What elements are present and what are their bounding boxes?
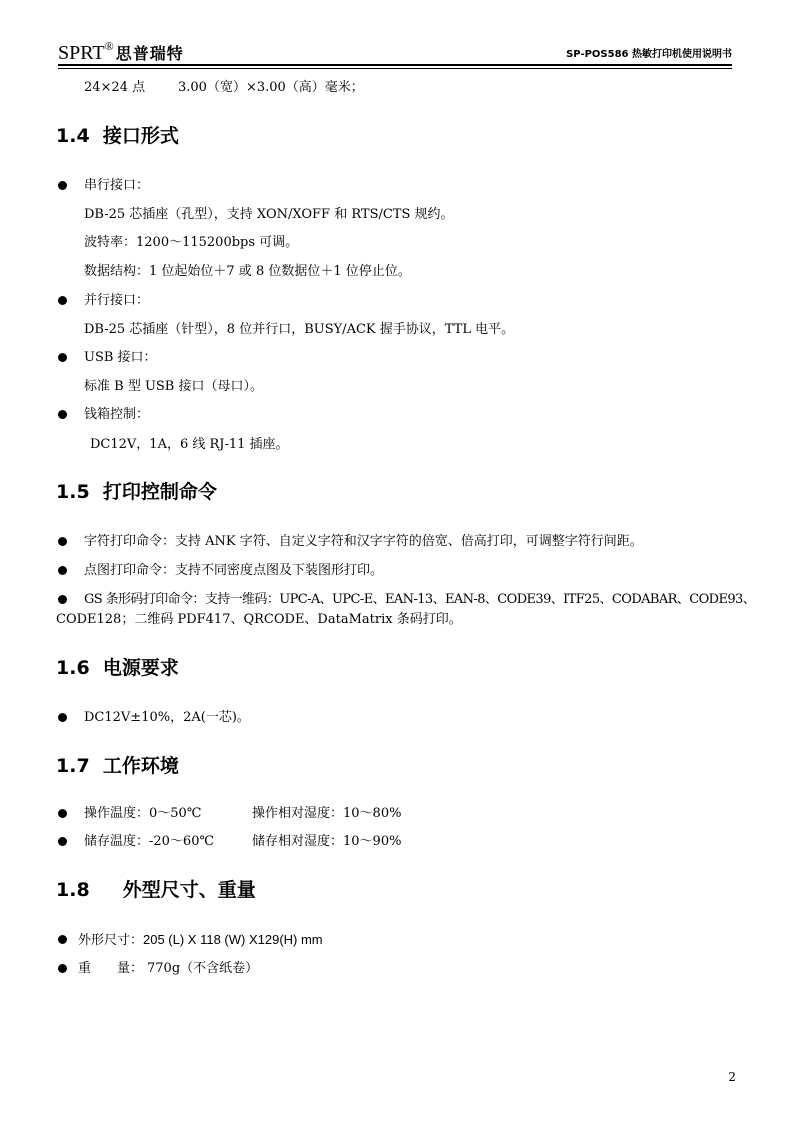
bullet-icon <box>58 964 67 973</box>
serial-data-format: 数据结构：1 位起始位＋7 或 8 位数据位＋1 位停止位。 <box>84 264 411 279</box>
registered-mark: ® <box>104 39 114 53</box>
weight-label: 重 量： <box>78 961 144 976</box>
section-number: 1.6 <box>56 657 90 679</box>
cash-drawer-detail: DC12V，1A，6 线 RJ-11 插座。 <box>90 437 289 452</box>
weight-value: 770g（不含纸卷） <box>147 961 259 976</box>
section-title: 电源要求 <box>102 657 179 679</box>
page-header <box>58 40 732 66</box>
serial-baud: 波特率：1200～115200bps 可调。 <box>84 235 299 250</box>
power-requirement: DC12V±10%，2A(一芯)。 <box>84 710 250 725</box>
brand-chinese: 思普瑞特 <box>115 44 184 63</box>
bullet-icon <box>58 181 67 190</box>
page-number: 2 <box>728 1070 736 1084</box>
document-title: SP-POS586 热敏打印机使用说明书 <box>566 49 732 60</box>
brand-logo <box>58 40 184 67</box>
storage-humidity: 储存相对湿度：10～90% <box>252 834 402 849</box>
section-title: 打印控制命令 <box>102 481 217 503</box>
bullet-icon <box>58 809 67 818</box>
operating-humidity: 操作相对湿度：10～80% <box>252 806 402 821</box>
parallel-label: 并行接口： <box>84 293 150 308</box>
section-heading-1-8 <box>56 878 256 902</box>
bullet-icon <box>58 713 67 722</box>
section-number: 1.4 <box>56 125 90 147</box>
header-rule-thick <box>58 64 732 66</box>
font-size-dots: 24×24 点 <box>84 80 146 95</box>
section-title: 外型尺寸、重量 <box>122 879 256 901</box>
bullet-icon <box>58 410 67 419</box>
section-number: 1.7 <box>56 755 90 777</box>
bullet-icon <box>58 353 67 362</box>
parallel-connector: DB-25 芯插座（针型），8 位并行口，BUSY/ACK 握手协议，TTL 电平。 <box>84 322 515 337</box>
section-heading-1-7 <box>56 754 179 778</box>
barcode-command-line1: GS 条形码打印命令：支持一维码：UPC-A、UPC-E、EAN-13、EAN-8、CODE39、ITF25、CODABAR、CODE93、 <box>84 592 756 607</box>
font-size-dimensions: 3.00（宽）×3.00（高）毫米； <box>178 80 364 95</box>
section-number: 1.8 <box>56 879 90 901</box>
usb-detail: 标准 B 型 USB 接口（母口）。 <box>84 379 263 394</box>
operating-temperature: 操作温度：0～50℃ <box>84 806 202 821</box>
section-heading-1-4 <box>56 124 179 148</box>
section-heading-1-5 <box>56 480 217 504</box>
serial-connector: DB-25 芯插座（孔型），支持 XON/XOFF 和 RTS/CTS 规约。 <box>84 207 454 222</box>
usb-label: USB 接口： <box>84 350 157 365</box>
char-print-command: 字符打印命令：支持 ANK 字符、自定义字符和汉字字符的倍宽、倍高打印，可调整字符行间距。 <box>84 534 643 549</box>
dimensions: 外形尺寸：205 (L) X 118 (W) X129(H) mm <box>78 932 323 947</box>
cash-drawer-label: 钱箱控制： <box>84 407 150 422</box>
brand-latin: SPRT <box>58 42 105 64</box>
section-heading-1-6 <box>56 656 179 680</box>
bullet-icon <box>58 296 67 305</box>
barcode-command-line2: CODE128；二维码 PDF417、QRCODE、DataMatrix 条码打印。 <box>56 612 462 627</box>
section-number: 1.5 <box>56 481 90 503</box>
section-title: 工作环境 <box>102 755 179 777</box>
header-rule-thin <box>58 68 732 69</box>
section-title: 接口形式 <box>102 125 179 147</box>
serial-label: 串行接口： <box>84 178 150 193</box>
bullet-icon <box>58 837 67 846</box>
bullet-icon <box>58 595 67 604</box>
bullet-icon <box>58 935 67 944</box>
storage-temperature: 储存温度：-20～60℃ <box>84 834 215 849</box>
bullet-icon <box>58 537 67 546</box>
bitmap-print-command: 点图打印命令：支持不同密度点图及下装图形打印。 <box>84 563 384 578</box>
bullet-icon <box>58 566 67 575</box>
